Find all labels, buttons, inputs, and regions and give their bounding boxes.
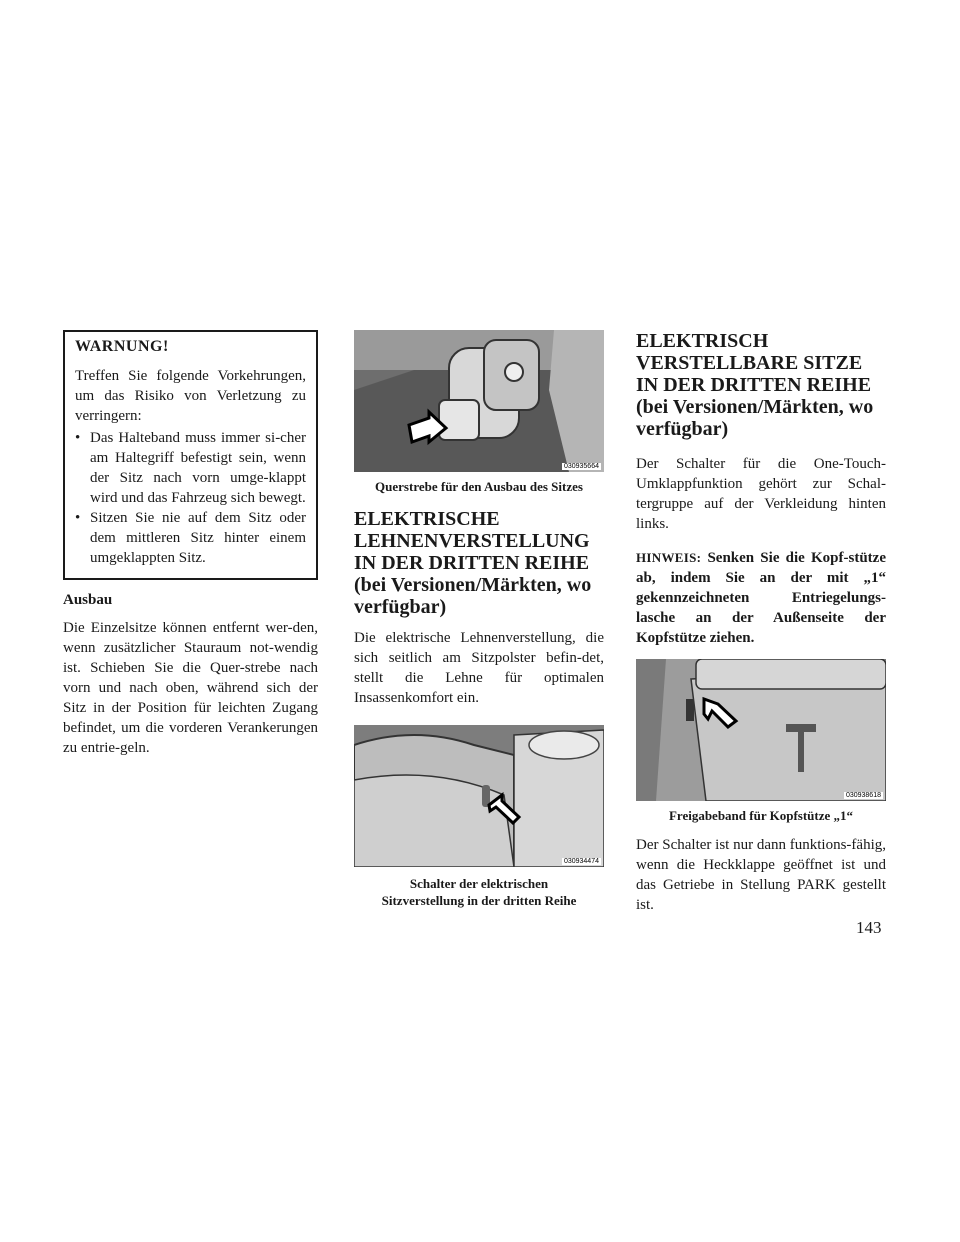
- note-label: HINWEIS:: [636, 550, 702, 565]
- page-number: 143: [856, 918, 882, 937]
- warning-list: [75, 428, 306, 568]
- headrest-strap-illustration: [636, 659, 886, 801]
- right-column: [636, 330, 886, 915]
- figure-caption: Freigabeband für Kopfstütze „1“: [668, 808, 854, 823]
- seat-crossbar-figure: [354, 330, 604, 472]
- funktion-paragraph: Der Schalter ist nur dann funktions-fähig, wenn die Heckklappe geöffnet ist und das Getriebe in Stellung PARK gestellt ist.: [636, 837, 886, 913]
- warning-intro: Treffen Sie folgende Vorkehrungen, um das Risiko von Verletzung zu verringern:: [75, 368, 306, 424]
- figure-id: 030934474: [563, 858, 599, 865]
- warning-bullet: • Das Halteband muss immer si-cher am Haltegriff befestigt sein, wenn der Sitz nach vorn umge-klappt wird und das Fahrzeug sich bewegt.: [75, 430, 306, 506]
- warning-bullet: • Sitzen Sie nie auf dem Sitz oder dem mittleren Sitz hinter einem umgeklappten Sitz.: [75, 510, 306, 566]
- seat-crossbar-illustration: [354, 330, 604, 472]
- schalter-paragraph: Der Schalter für die One-Touch-Umklappfunktion gehört zur Schal-tergruppe auf der Verkleidung hinten links.: [636, 456, 886, 532]
- seat-switch-illustration: [354, 725, 604, 867]
- left-column: [63, 330, 318, 758]
- ausbau-paragraph: Die Einzelsitze können entfernt wer-den, wenn zusätzlicher Stauraum not-wendig ist. Schieben Sie die Quer-strebe nach vorn und nach oben, während sich der Sitz in der Position für leichten Zugang befindet, um die vorderen Verankerungen zu entrie-geln.: [63, 620, 318, 756]
- section-heading-lehnenverstellung: ELEKTRISCHE LEHNENVERSTELLUNG IN DER DRITTEN REIHE (bei Versionen/Märkten, wo verfügbar): [354, 508, 592, 618]
- note-text: Senken Sie die Kopf-stütze ab, indem Sie an der mit „1“ gekennzeichneten Entriegelungs-lasche an der Außenseite der Kopfstütze ziehen.: [636, 550, 886, 646]
- warning-box: [63, 330, 318, 580]
- section-heading-elektrisch-verstellbare-sitze: ELEKTRISCH VERSTELLBARE SITZE IN DER DRITTEN REIHE (bei Versionen/Märkten, wo verfügbar): [636, 330, 874, 440]
- seat-switch-figure: [354, 725, 604, 867]
- figure-caption: Schalter der elektrischen Sitzverstellung in der dritten Reihe: [381, 876, 577, 908]
- note-paragraph: [636, 548, 886, 648]
- headrest-strap-figure: [636, 659, 886, 801]
- bullet-icon: •: [75, 510, 81, 526]
- figure-id: 030935664: [563, 463, 599, 470]
- middle-column: [354, 330, 604, 909]
- subheading-ausbau: Ausbau: [63, 592, 113, 608]
- lehnenverstellung-paragraph: Die elektrische Lehnenverstellung, die sich seitlich am Sitzpolster befin-det, stellt die Lehne für optimalen Insassenkomfort ein.: [354, 630, 604, 706]
- figure-caption: Querstrebe für den Ausbau des Sitzes: [375, 479, 583, 494]
- figure-id: 030938618: [845, 792, 881, 799]
- warning-title: WARNUNG!: [75, 338, 169, 355]
- bullet-icon: •: [75, 430, 81, 446]
